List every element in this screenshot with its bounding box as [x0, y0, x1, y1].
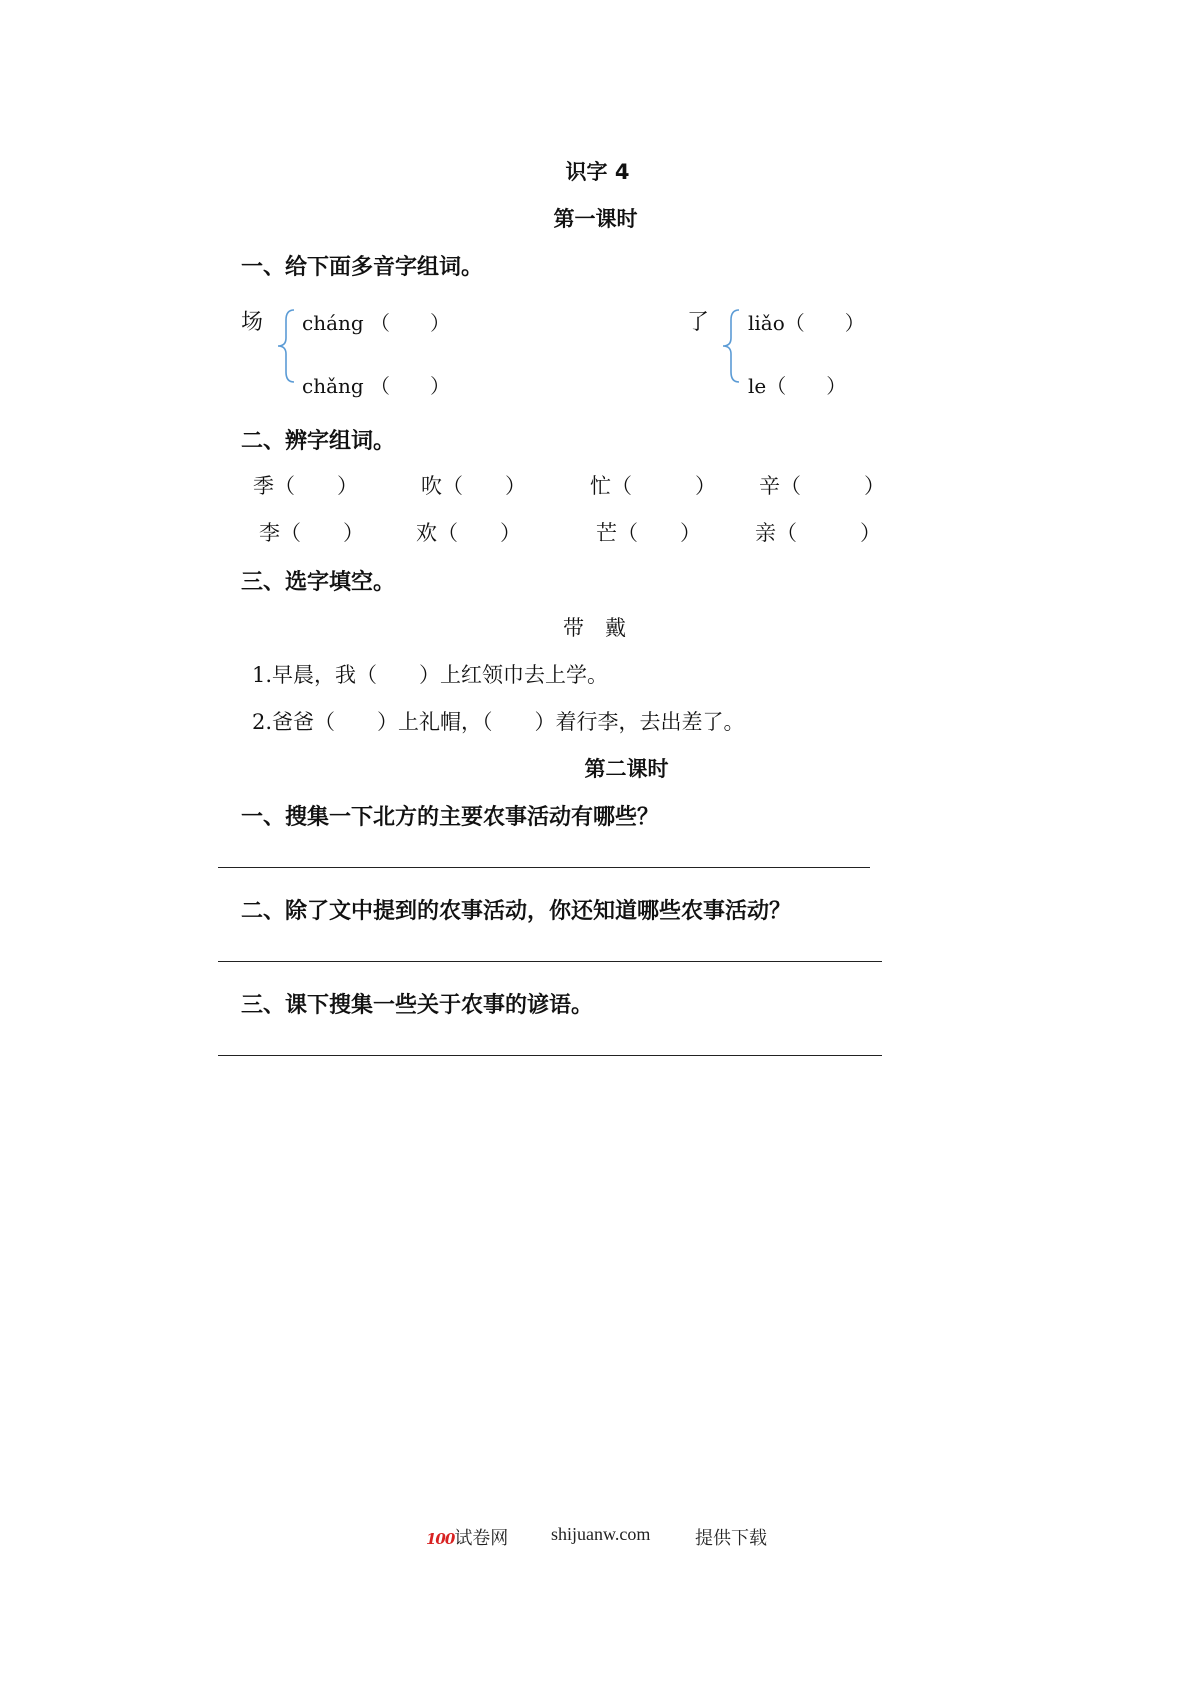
brace-right: [719, 308, 741, 384]
q2-item: 亲（ ）: [755, 521, 881, 545]
lesson2-q1: 一、搜集一下北方的主要农事活动有哪些？: [241, 805, 660, 830]
logo-100: 100: [426, 1530, 455, 1548]
reading-le: le（ ）: [748, 374, 847, 398]
q2-item: 李（ ）: [259, 521, 364, 545]
q2-label: 二、辨字组词。: [241, 429, 396, 454]
polyphone-char-left: 场: [241, 310, 264, 335]
q2-item: 芒（ ）: [596, 521, 701, 545]
q3-item-1: 1.早晨，我（ ）上红领巾去上学。: [252, 663, 609, 687]
lesson2-heading: 第二课时: [584, 757, 669, 781]
page-title: 识字 4: [565, 160, 630, 184]
footer-url: shijuanw.com: [551, 1524, 651, 1544]
footer-note: 提供下载: [695, 1528, 767, 1548]
q2-item: 忙（ ）: [590, 474, 716, 498]
q3-label: 三、选字填空。: [241, 570, 396, 595]
answer-line-3: [218, 1055, 882, 1056]
answer-line-1: [218, 867, 870, 868]
lesson2-q3: 三、课下搜集一些关于农事的谚语。: [241, 993, 594, 1018]
reading-liao3: liǎo（ ）: [748, 311, 865, 335]
brace-left: [274, 308, 296, 384]
q1-label: 一、给下面多音字组词。: [241, 255, 484, 280]
q3-item-2: 2.爸爸（ ）上礼帽，（ ）着行李，去出差了。: [252, 710, 745, 734]
q2-item: 季（ ）: [253, 474, 358, 498]
q2-item: 欢（ ）: [416, 521, 521, 545]
reading-chang3: chǎng （ ）: [302, 374, 451, 398]
lesson1-heading: 第一课时: [553, 207, 638, 231]
polyphone-char-right: 了: [687, 310, 710, 335]
q3-options: 带 戴: [563, 616, 626, 640]
reading-chang2: cháng （ ）: [302, 311, 451, 335]
q2-item: 辛（ ）: [759, 474, 885, 498]
answer-line-2: [218, 961, 882, 962]
lesson2-q2: 二、除了文中提到的农事活动，你还知道哪些农事活动？: [241, 899, 792, 924]
footer-logo: [426, 1524, 508, 1550]
q2-item: 吹（ ）: [421, 474, 526, 498]
footer-site-name: 试卷网: [454, 1528, 509, 1548]
